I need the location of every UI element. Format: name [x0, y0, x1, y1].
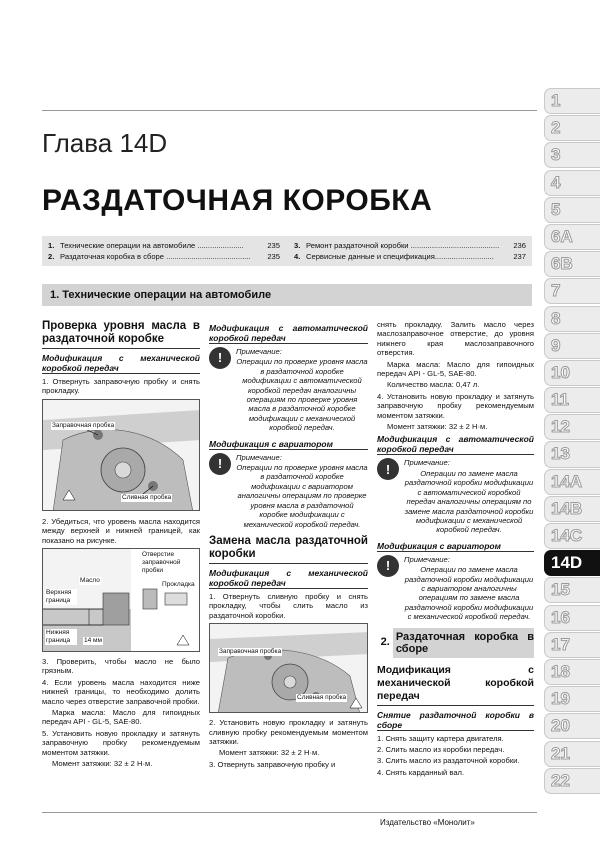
- chapter-tab-14b[interactable]: 14B: [544, 496, 600, 522]
- toc-page: 236: [513, 241, 526, 250]
- note-1: [209, 347, 368, 433]
- toc-item[interactable]: [48, 251, 280, 262]
- section-header-2: [377, 628, 534, 658]
- chapter-tab-20[interactable]: 20: [544, 713, 600, 739]
- note-icon: !: [377, 555, 399, 577]
- toc-label: Технические операции на автомобиле ......................: [60, 241, 244, 250]
- toc-label: Раздаточная коробка в сборе ........................................: [60, 252, 251, 261]
- chapter-tab-17[interactable]: 17: [544, 632, 600, 658]
- step-3-cont: снять прокладку. Залить масло через маслозаправочное отверстие, до уровня нижнего края маслозаправочного отверстия.: [377, 320, 534, 358]
- toc-label: Ремонт раздаточной коробки ..........................................: [306, 241, 500, 250]
- toc-num: 1.: [48, 241, 55, 250]
- removal-step-2: 2. Слить масло из коробки передач.: [377, 744, 505, 754]
- removal-step-4: 4. Снять карданный вал.: [377, 767, 465, 777]
- chapter-tab-10[interactable]: 10: [544, 360, 600, 386]
- chapter-tabs: [544, 88, 600, 795]
- column-3: [377, 320, 534, 779]
- oil-brand: Марка масла: Масло для гипоидных передач API - GL-5, SAE-80.: [377, 359, 534, 379]
- note-text: Операции по проверке уровня масла в раздаточной коробке модификации с автоматической коробкой передач аналогичны операциям по проверке уровня масла в раздаточной коробке модификации с механической коробкой передач.: [236, 357, 368, 433]
- oil-quantity: Количество масла: 0,47 л.: [387, 380, 480, 390]
- chapter-tab-19[interactable]: 19: [544, 686, 600, 712]
- heading-mech-assembly: Модификация с механической коробкой передач: [377, 664, 534, 706]
- note-icon: !: [377, 458, 399, 480]
- top-rule: [42, 110, 537, 111]
- column-2: [209, 320, 368, 771]
- label-fill-hole: Отверстие заправочной пробки: [141, 551, 197, 575]
- note-text: Операции по проверке уровня масла в раздаточной коробке модификации с вариатором аналогичны операциям по проверке уровня масла в раздаточной коробке модификации с механической коробкой передач.: [236, 463, 368, 529]
- chapter-label: Глава 14D: [42, 128, 168, 158]
- note-text: Операции по замене масла раздаточной коробки модификации с автоматической коробкой передач аналогичны операциям по замене масла раздаточной коробки модификации с механической коробкой передач.: [404, 468, 534, 535]
- note-heading: Примечание:: [236, 452, 282, 462]
- heading-variator: Модификация с вариатором: [377, 541, 534, 552]
- section-title: Раздаточная коробка в сборе: [395, 630, 534, 655]
- chapter-tab-14a[interactable]: 14A: [544, 469, 600, 495]
- label-oil: Масло: [80, 577, 100, 585]
- step-3: 3. Проверить, чтобы масло не было грязным.: [42, 657, 200, 676]
- section-header-1: 1. Технические операции на автомобиле: [42, 284, 532, 306]
- chapter-tab-6b[interactable]: 6B: [544, 251, 600, 277]
- chapter-tab-9[interactable]: 9: [544, 333, 600, 359]
- step-3: 3. Отвернуть заправочную пробку и: [209, 759, 336, 769]
- chapter-tab-21[interactable]: 21: [544, 741, 600, 767]
- step-4: 4. Установить новую прокладку и затянуть заправочную пробку рекомендуемым моментом затяжки.: [377, 391, 534, 420]
- chapter-tab-14d[interactable]: 14D: [544, 550, 600, 576]
- toc-num: 2.: [48, 252, 55, 261]
- toc-item[interactable]: [48, 240, 280, 251]
- note-3: [377, 458, 534, 534]
- figure-oil-level: [42, 548, 200, 652]
- note-heading: Примечание:: [404, 458, 450, 468]
- step-2: 2. Установить новую прокладку и затянуть сливную пробку рекомендуемым моментом затяжки.: [209, 718, 368, 746]
- chapter-tab-6a[interactable]: 6A: [544, 224, 600, 250]
- label-lower-limit: Нижняя граница: [45, 629, 77, 645]
- step-1: 1. Отвернуть заправочную пробку и снять прокладку.: [42, 377, 200, 396]
- chapter-tab-3[interactable]: 3: [544, 142, 600, 168]
- toc-page: 235: [267, 252, 280, 261]
- note-text: Операции по замене масла раздаточной коробки модификации с вариатором аналогичны операциям по замене масла раздаточной коробки модификации с механической коробкой передач.: [404, 565, 534, 622]
- chapter-tab-22[interactable]: 22: [544, 768, 600, 794]
- chapter-tab-4[interactable]: 4: [544, 170, 600, 196]
- heading-check-oil: Проверка уровня масла в раздаточной коробке: [42, 320, 200, 349]
- note-heading: Примечание:: [404, 554, 450, 564]
- heading-auto: Модификация с автоматической коробкой передач: [209, 323, 368, 343]
- figure-transfer-case-2: [209, 623, 368, 713]
- removal-step-1: 1. Снять защиту картера двигателя.: [377, 733, 504, 743]
- chapter-tab-13[interactable]: 13: [544, 441, 600, 467]
- table-of-contents: [42, 236, 532, 266]
- step-5: 5. Установить новую прокладку и затянуть заправочную пробку рекомендуемым моментом затяжки.: [42, 728, 200, 757]
- note-icon: !: [209, 453, 231, 475]
- publisher-footer: Издательство «Монолит»: [380, 818, 475, 827]
- label-fill-plug: Заправочная пробка: [219, 648, 282, 656]
- heading-variator: Модификация с вариатором: [209, 439, 368, 450]
- heading-mech: Модификация с механической коробкой передач: [42, 353, 200, 373]
- chapter-tab-18[interactable]: 18: [544, 659, 600, 685]
- chapter-tab-12[interactable]: 12: [544, 414, 600, 440]
- toc-num: 3.: [294, 241, 301, 250]
- toc-label: Сервисные данные и спецификация............................: [306, 252, 494, 261]
- step-1: 1. Отвернуть сливную пробку и снять прокладку, чтобы слить масло из раздаточной коробки.: [209, 591, 368, 620]
- label-gasket: Прокладка: [162, 581, 195, 589]
- step-2: 2. Убедиться, что уровень масла находится между верхней и нижней границей, как показано на рисунке.: [42, 516, 200, 545]
- chapter-tab-2[interactable]: 2: [544, 115, 600, 141]
- chapter-tab-14c[interactable]: 14C: [544, 523, 600, 549]
- note-icon: !: [209, 347, 231, 369]
- oil-brand: Марка масла: Масло для гипоидных передач API - GL-5, SAE-80.: [42, 708, 200, 727]
- label-drain-plug: Сливная пробка: [122, 493, 172, 501]
- figure-transfer-case: [42, 399, 200, 511]
- torque: Момент затяжки: 32 ± 2 Н·м.: [52, 759, 153, 769]
- chapter-tab-1[interactable]: 1: [544, 88, 600, 114]
- removal-step-3: 3. Слить масло из раздаточной коробки.: [377, 756, 520, 766]
- note-2: [209, 453, 368, 529]
- toc-item[interactable]: [294, 240, 526, 251]
- page-title: РАЗДАТОЧНАЯ КОРОБКА: [42, 184, 433, 217]
- note-4: [377, 555, 534, 622]
- label-drain-plug: Сливная пробка: [297, 694, 347, 702]
- column-1: [42, 320, 200, 771]
- toc-page: 237: [513, 252, 526, 261]
- toc-item[interactable]: [294, 251, 526, 262]
- heading-oil-change: Замена масла раздаточной коробки: [209, 535, 368, 564]
- toc-page: 235: [267, 241, 280, 250]
- chapter-tab-8[interactable]: 8: [544, 306, 600, 332]
- heading-removal: Снятие раздаточной коробки в сборе: [377, 709, 534, 730]
- label-upper-limit: Верхняя граница: [45, 589, 77, 605]
- bottom-rule: [42, 812, 537, 813]
- torque: Момент затяжки: 32 ± 2 Н·м.: [387, 422, 488, 432]
- section-number: 2.: [377, 628, 393, 658]
- toc-num: 4.: [294, 252, 301, 261]
- chapter-tab-15[interactable]: 15: [544, 577, 600, 603]
- torque: Момент затяжки: 32 ± 2 Н·м.: [219, 748, 320, 758]
- label-fill-plug: Заправочная пробка: [52, 421, 115, 429]
- note-heading: Примечание:: [236, 347, 282, 356]
- chapter-tab-5[interactable]: 5: [544, 197, 600, 223]
- chapter-tab-16[interactable]: 16: [544, 605, 600, 631]
- label-14mm: 14 мм: [84, 637, 102, 645]
- chapter-tab-7[interactable]: 7: [544, 278, 600, 304]
- step-4: 4. Если уровень масла находится ниже нижней границы, то необходимо долить масло через отверстие заправочной пробки.: [42, 677, 200, 706]
- heading-mech: Модификация с механической коробкой передач: [209, 567, 368, 588]
- heading-auto: Модификация с автоматической коробкой передач: [377, 434, 534, 455]
- chapter-tab-11[interactable]: 11: [544, 387, 600, 413]
